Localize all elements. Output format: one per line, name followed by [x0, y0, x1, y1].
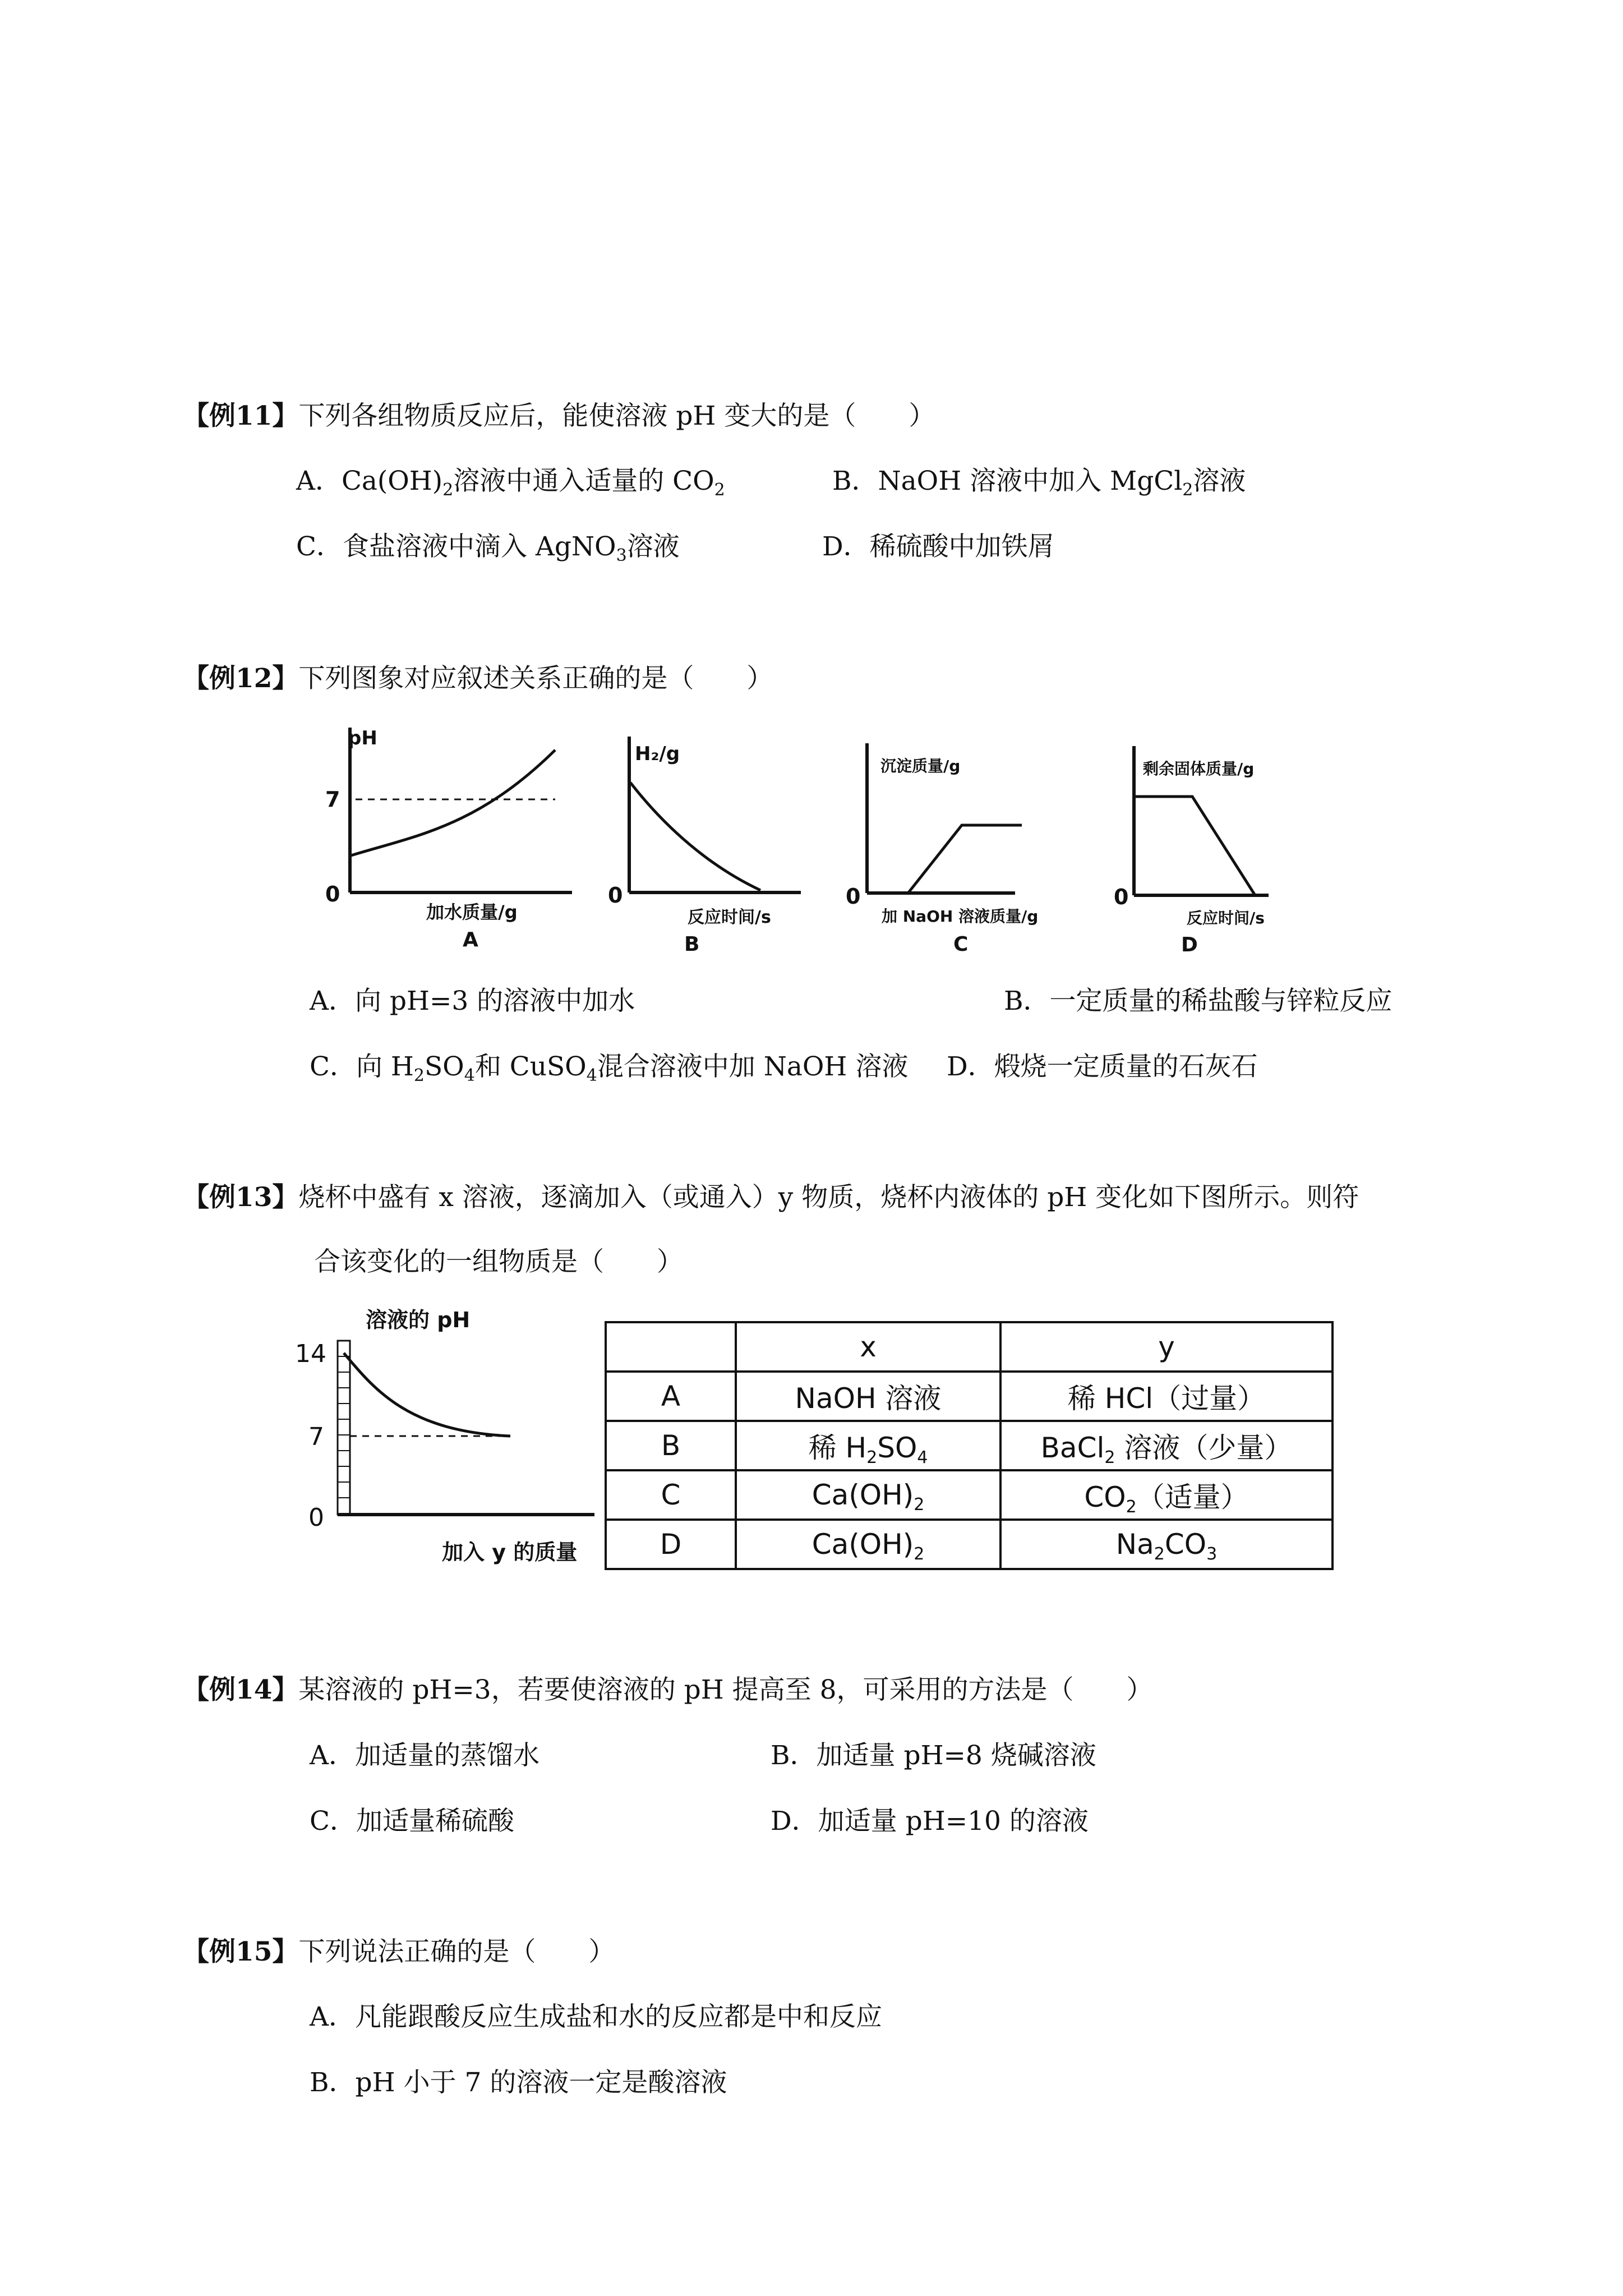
graph-d-xlabel: 反应时间/s: [1187, 909, 1265, 927]
q11-option-d: D．稀硫酸中加铁屑: [822, 531, 1054, 562]
graph-a-xlabel: 加水质量/g: [426, 901, 518, 923]
graph-a-ylabel: pH: [348, 727, 377, 749]
q14-option-d: D．加适量 pH=10 的溶液: [771, 1806, 1089, 1837]
graph-d-tick-0: 0: [1114, 885, 1129, 909]
q13-options-table: [605, 1321, 1334, 1570]
question-12-stem: 【例12】下列图象对应叙述关系正确的是（ ）: [183, 663, 773, 694]
table-cell-x: $Ca(OH)_2$: [736, 1520, 1000, 1569]
question-13-stem-line2: 合该变化的一组物质是（ ）: [314, 1246, 683, 1277]
table-row-label: A: [606, 1372, 736, 1421]
table-row: [606, 1372, 1332, 1421]
table-row-label: B: [606, 1421, 736, 1470]
q12-option-c: C．向 $H_2SO_4$和 CuSO$_4$混合溶液中加 NaOH 溶液: [310, 1051, 909, 1085]
graph-b-tick-0: 0: [608, 883, 623, 908]
graph-a-panel-label: A: [463, 928, 478, 951]
graph-d: [1114, 746, 1321, 956]
graph-d-curve: [1135, 797, 1255, 895]
q11-option-b: B．NaOH 溶液中加入 MgCl$_2$溶液: [832, 466, 1246, 500]
table-row: [606, 1470, 1332, 1520]
q14-option-b: B．加适量 pH=8 烧碱溶液: [771, 1740, 1096, 1771]
graph-13-curve: [344, 1353, 510, 1436]
question-14-stem: 【例14】某溶液的 pH=3，若要使溶液的 pH 提高至 8，可采用的方法是（ ）: [183, 1674, 1153, 1705]
table-header-cell: [606, 1322, 736, 1372]
table-cell-y: $CO_2$（适量）: [1000, 1470, 1332, 1520]
q12-option-a: A．向 pH=3 的溶液中加水: [310, 986, 635, 1016]
graph-a-curve: [351, 750, 555, 855]
graph-d-ylabel: 剩余固体质量/g: [1143, 760, 1255, 778]
q12-option-d: D．煅烧一定质量的石灰石: [947, 1051, 1258, 1082]
graph-13-y-axis: [338, 1341, 350, 1515]
graph-13-ylabel: 溶液的 pH: [366, 1308, 471, 1332]
graph-a-tick-7: 7: [325, 787, 340, 812]
q11-option-a: A．$Ca(OH)_2$溶液中通入适量的 $CO_2$: [296, 466, 725, 500]
table-row-label: D: [606, 1520, 736, 1569]
table-row-label: C: [606, 1470, 736, 1520]
graph-a-tick-0: 0: [325, 882, 340, 907]
graph-c-curve: [909, 825, 1022, 892]
q14-option-c: C．加适量稀硫酸: [310, 1806, 514, 1837]
table-cell-y: $Na_2CO_3$: [1000, 1520, 1332, 1569]
graph-d-panel-label: D: [1181, 933, 1198, 956]
q11-option-c: C．食盐溶液中滴入 AgNO$_3$溶液: [296, 531, 680, 565]
question-15-stem: 【例15】下列说法正确的是（ ）: [183, 1936, 615, 1967]
graph-b-curve: [630, 783, 760, 890]
q14-option-a: A．加适量的蒸馏水: [310, 1740, 540, 1771]
graph-13-tick-14: 14: [295, 1340, 326, 1368]
graph-b-ylabel: H₂/g: [635, 743, 680, 765]
graph-c-panel-label: C: [953, 933, 969, 956]
table-cell-x: 稀 $H_2SO_4$: [736, 1421, 1000, 1470]
table-row: [606, 1520, 1332, 1569]
graph-b: [608, 732, 839, 956]
table-header-row: [606, 1322, 1332, 1372]
question-11-stem: 【例11】下列各组物质反应后，能使溶液 pH 变大的是（ ）: [183, 401, 935, 431]
q15-option-b: B．pH 小于 7 的溶液一定是酸溶液: [310, 2067, 727, 2098]
graph-b-panel-label: B: [684, 933, 700, 956]
graph-c-xlabel: 加 NaOH 溶液质量/g: [882, 907, 1039, 926]
graph-13: [292, 1307, 606, 1576]
question-13-stem-line1: 【例13】烧杯中盛有 x 溶液，逐滴加入（或通入）y 物质，烧杯内液体的 pH 变化如下图所示。则符: [183, 1182, 1359, 1213]
table-row: [606, 1421, 1332, 1470]
table-cell-x: $Ca(OH)_2$: [736, 1470, 1000, 1520]
graph-13-tick-0: 0: [308, 1503, 324, 1532]
table-cell-y: BaCl$_2$ 溶液（少量）: [1000, 1421, 1332, 1470]
graph-13-tick-7: 7: [308, 1423, 324, 1451]
graph-13-xlabel: 加入 y 的质量: [442, 1540, 578, 1565]
table-header-cell: y: [1000, 1322, 1332, 1372]
graph-b-xlabel: 反应时间/s: [688, 908, 771, 927]
q12-option-b: B．一定质量的稀盐酸与锌粒反应: [1004, 986, 1393, 1016]
graph-c: [846, 743, 1105, 956]
table-header-cell: x: [736, 1322, 1000, 1372]
table-cell-x: NaOH 溶液: [736, 1372, 1000, 1421]
q15-option-a: A．凡能跟酸反应生成盐和水的反应都是中和反应: [310, 2001, 882, 2032]
graph-c-ylabel: 沉淀质量/g: [880, 757, 961, 775]
table-cell-y: 稀 HCl（过量）: [1000, 1372, 1332, 1421]
graph-c-tick-0: 0: [846, 884, 861, 909]
graph-a: [325, 721, 583, 951]
